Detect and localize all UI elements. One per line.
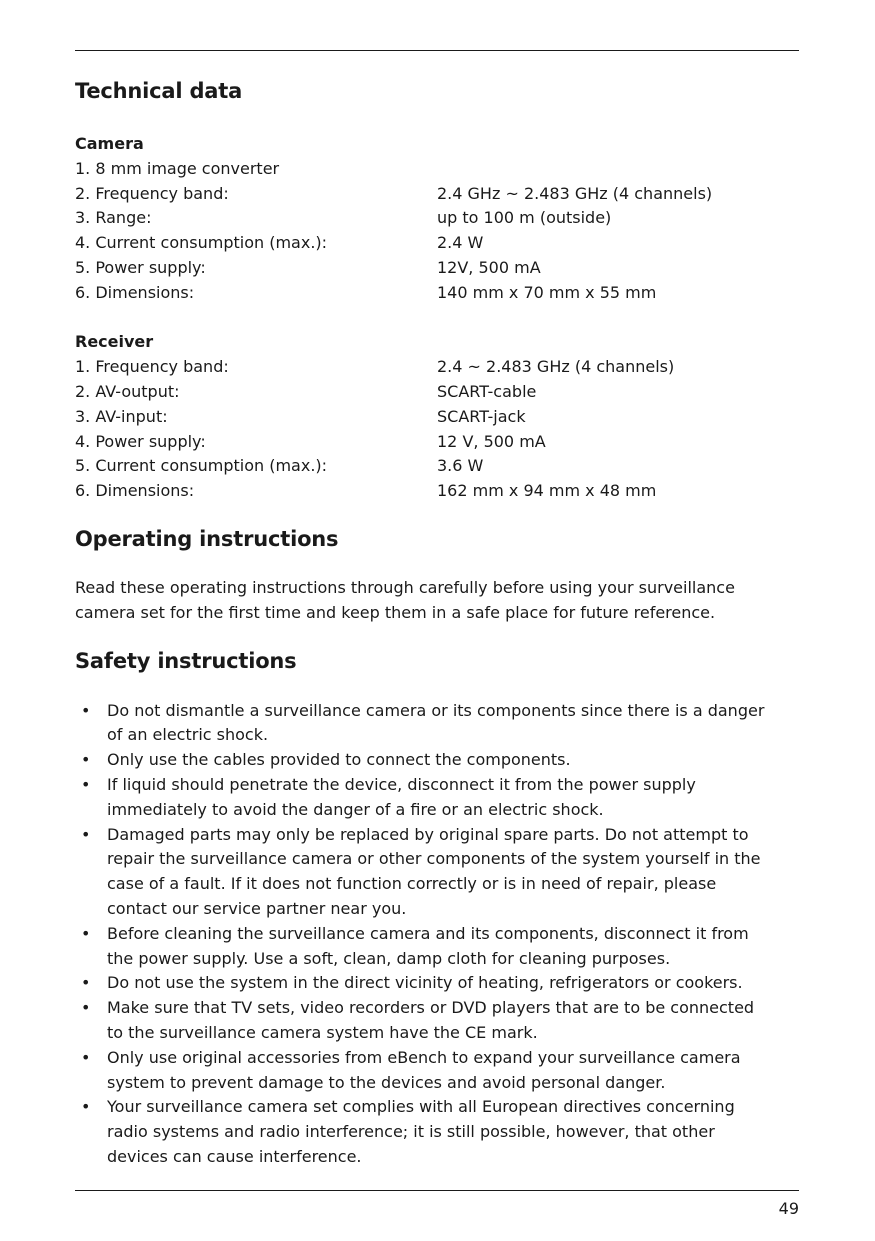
operating-paragraph — [75, 576, 799, 626]
item-line: system to prevent damage to the devices and avoid personal danger. — [107, 1072, 666, 1092]
spec-label: 5. Power supply: — [75, 257, 206, 277]
list-item — [75, 1046, 799, 1096]
item-line: devices can cause interference. — [107, 1146, 362, 1166]
spec-row — [75, 231, 799, 256]
item-line: If liquid should penetrate the device, disconnect it from the power supply — [107, 774, 696, 794]
list-item — [75, 996, 799, 1046]
spec-row — [75, 182, 799, 207]
item-line: radio systems and radio interference; it is still possible, however, that other — [107, 1122, 715, 1142]
page-number: 49 — [778, 1199, 799, 1218]
camera-title: Camera — [75, 134, 144, 153]
spec-label: 1. 8 mm image converter — [75, 158, 280, 178]
bullet-icon: • — [81, 750, 91, 770]
page-content — [75, 76, 799, 1170]
camera-specs — [75, 132, 799, 306]
list-item — [75, 699, 799, 749]
receiver-title: Receiver — [75, 332, 154, 352]
spec-row — [75, 405, 799, 430]
spec-label: 4. Current consumption (max.): — [75, 233, 328, 253]
spec-value: SCART-jack — [437, 406, 526, 426]
bullet-icon: • — [81, 824, 91, 844]
spec-value: 162 mm x 94 mm x 48 mm — [437, 481, 657, 501]
safety-list — [75, 699, 799, 1170]
footer-rule — [75, 1190, 799, 1191]
spec-value: 3.6 W — [437, 456, 484, 476]
bullet-icon: • — [81, 973, 91, 993]
spec-label: 2. AV-output: — [75, 381, 180, 401]
list-item — [75, 922, 799, 972]
spec-row — [75, 206, 799, 231]
paragraph-line: Read these operating instructions through carefully before using your surveillance — [75, 577, 735, 597]
spec-row — [75, 256, 799, 281]
item-line: Before cleaning the surveillance camera and its components, disconnect it from — [107, 923, 749, 943]
item-line: Do not dismantle a surveillance camera or its components since there is a danger — [107, 700, 765, 720]
list-item — [75, 823, 799, 922]
spec-row — [75, 380, 799, 405]
item-line: Your surveillance camera set complies with all European directives concerning — [107, 1097, 735, 1117]
operating-instructions-heading: Operating instructions — [75, 526, 339, 551]
bullet-icon: • — [81, 1097, 91, 1117]
bullet-icon: • — [81, 1047, 91, 1067]
item-line: Only use original accessories from eBench to expand your surveillance camera — [107, 1047, 741, 1067]
item-line: Make sure that TV sets, video recorders or DVD players that are to be connected — [107, 998, 755, 1018]
spec-label: 3. Range: — [75, 208, 152, 228]
spec-label: 6. Dimensions: — [75, 481, 195, 501]
paragraph-line: camera set for the first time and keep them in a safe place for future reference. — [75, 602, 716, 622]
spec-label: 1. Frequency band: — [75, 357, 229, 377]
spec-value: SCART-cable — [437, 381, 537, 401]
list-item — [75, 971, 799, 996]
spec-value: 2.4 ~ 2.483 GHz (4 channels) — [437, 357, 675, 377]
spec-label: 6. Dimensions: — [75, 282, 195, 302]
spec-label: 5. Current consumption (max.): — [75, 456, 328, 476]
technical-data-heading: Technical data — [75, 79, 243, 103]
spec-row — [75, 479, 799, 504]
list-item — [75, 773, 799, 823]
item-line: Damaged parts may only be replaced by original spare parts. Do not attempt to — [107, 824, 749, 844]
header-rule — [75, 50, 799, 51]
bullet-icon: • — [81, 700, 91, 720]
spec-row — [75, 157, 799, 182]
bullet-icon: • — [81, 923, 91, 943]
spec-value: 12 V, 500 mA — [437, 431, 546, 451]
item-line: of an electric shock. — [107, 725, 269, 745]
list-item — [75, 748, 799, 773]
receiver-specs — [75, 330, 799, 504]
list-item — [75, 1095, 799, 1169]
spec-label: 3. AV-input: — [75, 406, 168, 426]
item-line: to the surveillance camera system have the CE mark. — [107, 1022, 538, 1042]
bullet-icon: • — [81, 998, 91, 1018]
bullet-icon: • — [81, 774, 91, 794]
section-spacer — [75, 306, 799, 331]
item-line: case of a fault. If it does not function correctly or is in need of repair, please — [107, 874, 717, 894]
spec-label: 4. Power supply: — [75, 431, 206, 451]
spec-value: 12V, 500 mA — [437, 257, 541, 277]
item-line: Only use the cables provided to connect the components. — [107, 750, 571, 770]
item-line: immediately to avoid the danger of a fire or an electric shock. — [107, 799, 604, 819]
item-line: the power supply. Use a soft, clean, damp cloth for cleaning purposes. — [107, 948, 671, 968]
spec-value: up to 100 m (outside) — [437, 208, 612, 228]
item-line: repair the surveillance camera or other components of the system yourself in the — [107, 849, 761, 869]
spec-row — [75, 355, 799, 380]
spec-value: 2.4 W — [437, 233, 484, 253]
spec-row — [75, 454, 799, 479]
safety-instructions-heading: Safety instructions — [75, 648, 297, 673]
spec-label: 2. Frequency band: — [75, 183, 229, 203]
spec-value: 2.4 GHz ~ 2.483 GHz (4 channels) — [437, 183, 713, 203]
item-line: Do not use the system in the direct vicinity of heating, refrigerators or cookers. — [107, 973, 743, 993]
item-line: contact our service partner near you. — [107, 898, 407, 918]
spec-row — [75, 281, 799, 306]
spec-row — [75, 430, 799, 455]
spec-value: 140 mm x 70 mm x 55 mm — [437, 282, 657, 302]
